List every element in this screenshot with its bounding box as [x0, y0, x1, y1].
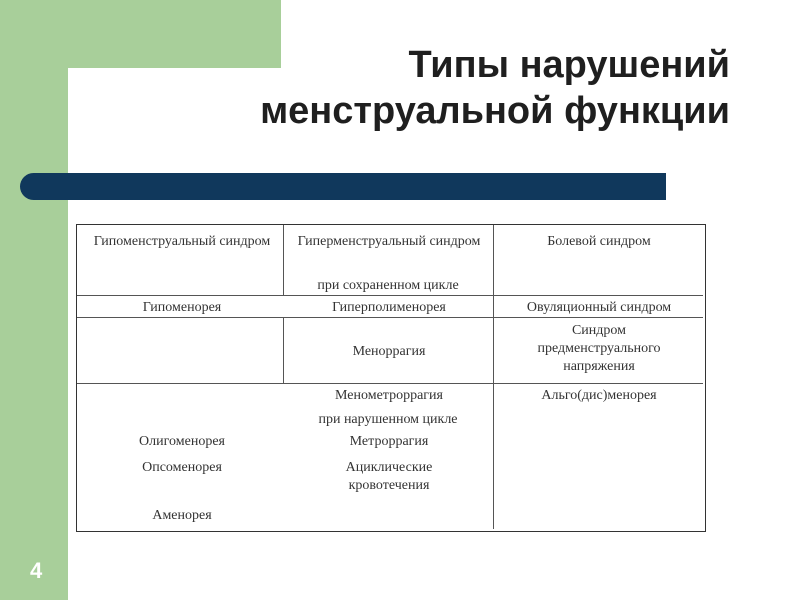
- title-underline-bar: [20, 173, 666, 200]
- slide-title: [130, 42, 730, 134]
- section-label-disrupted: при нарушенном цикле: [318, 412, 458, 427]
- cell-amenorrhea: Аменорея: [152, 508, 212, 523]
- cell-menometrorrhagia: Менометроррагия: [335, 388, 443, 403]
- header-hyper: Гиперменструальный синдром: [297, 234, 481, 249]
- col-divider-2: [493, 225, 494, 529]
- cell-metrorrhagia: Метроррагия: [349, 434, 429, 449]
- cell-pms: Синдром предменструального напряжения: [537, 323, 661, 374]
- green-sidebar: [0, 0, 68, 600]
- cell-hyperpolymenorrhea: Гиперполименорея: [332, 300, 446, 315]
- cell-opsomenorrhea: Опсоменорея: [142, 460, 222, 475]
- cell-hypomenorrhea: Гипоменорея: [142, 300, 222, 315]
- header-hypo: Гипоменструальный синдром: [93, 234, 271, 249]
- row-divider-1: [77, 317, 703, 318]
- slide-number: 4: [30, 558, 43, 583]
- row-divider-header: [77, 295, 703, 296]
- cell-acyclic-bleeding: Ациклические кровотечения: [345, 460, 433, 493]
- col-divider-1b: [283, 317, 284, 383]
- disorders-table: [76, 224, 706, 532]
- cell-oligomenorrhea: Олигоменорея: [139, 434, 225, 449]
- header-pain: Болевой синдром: [547, 234, 651, 249]
- cell-ovulation-syndrome: Овуляционный синдром: [526, 300, 672, 315]
- title-line-1: Типы нарушений: [408, 44, 730, 86]
- section-label-preserved: при сохраненном цикле: [317, 278, 459, 293]
- title-line-2: менструальной функции: [260, 90, 730, 132]
- row-divider-2: [77, 383, 703, 384]
- cell-menorrhagia: Меноррагия: [352, 344, 426, 359]
- cell-algomenorrhea: Альго(дис)менорея: [541, 388, 657, 403]
